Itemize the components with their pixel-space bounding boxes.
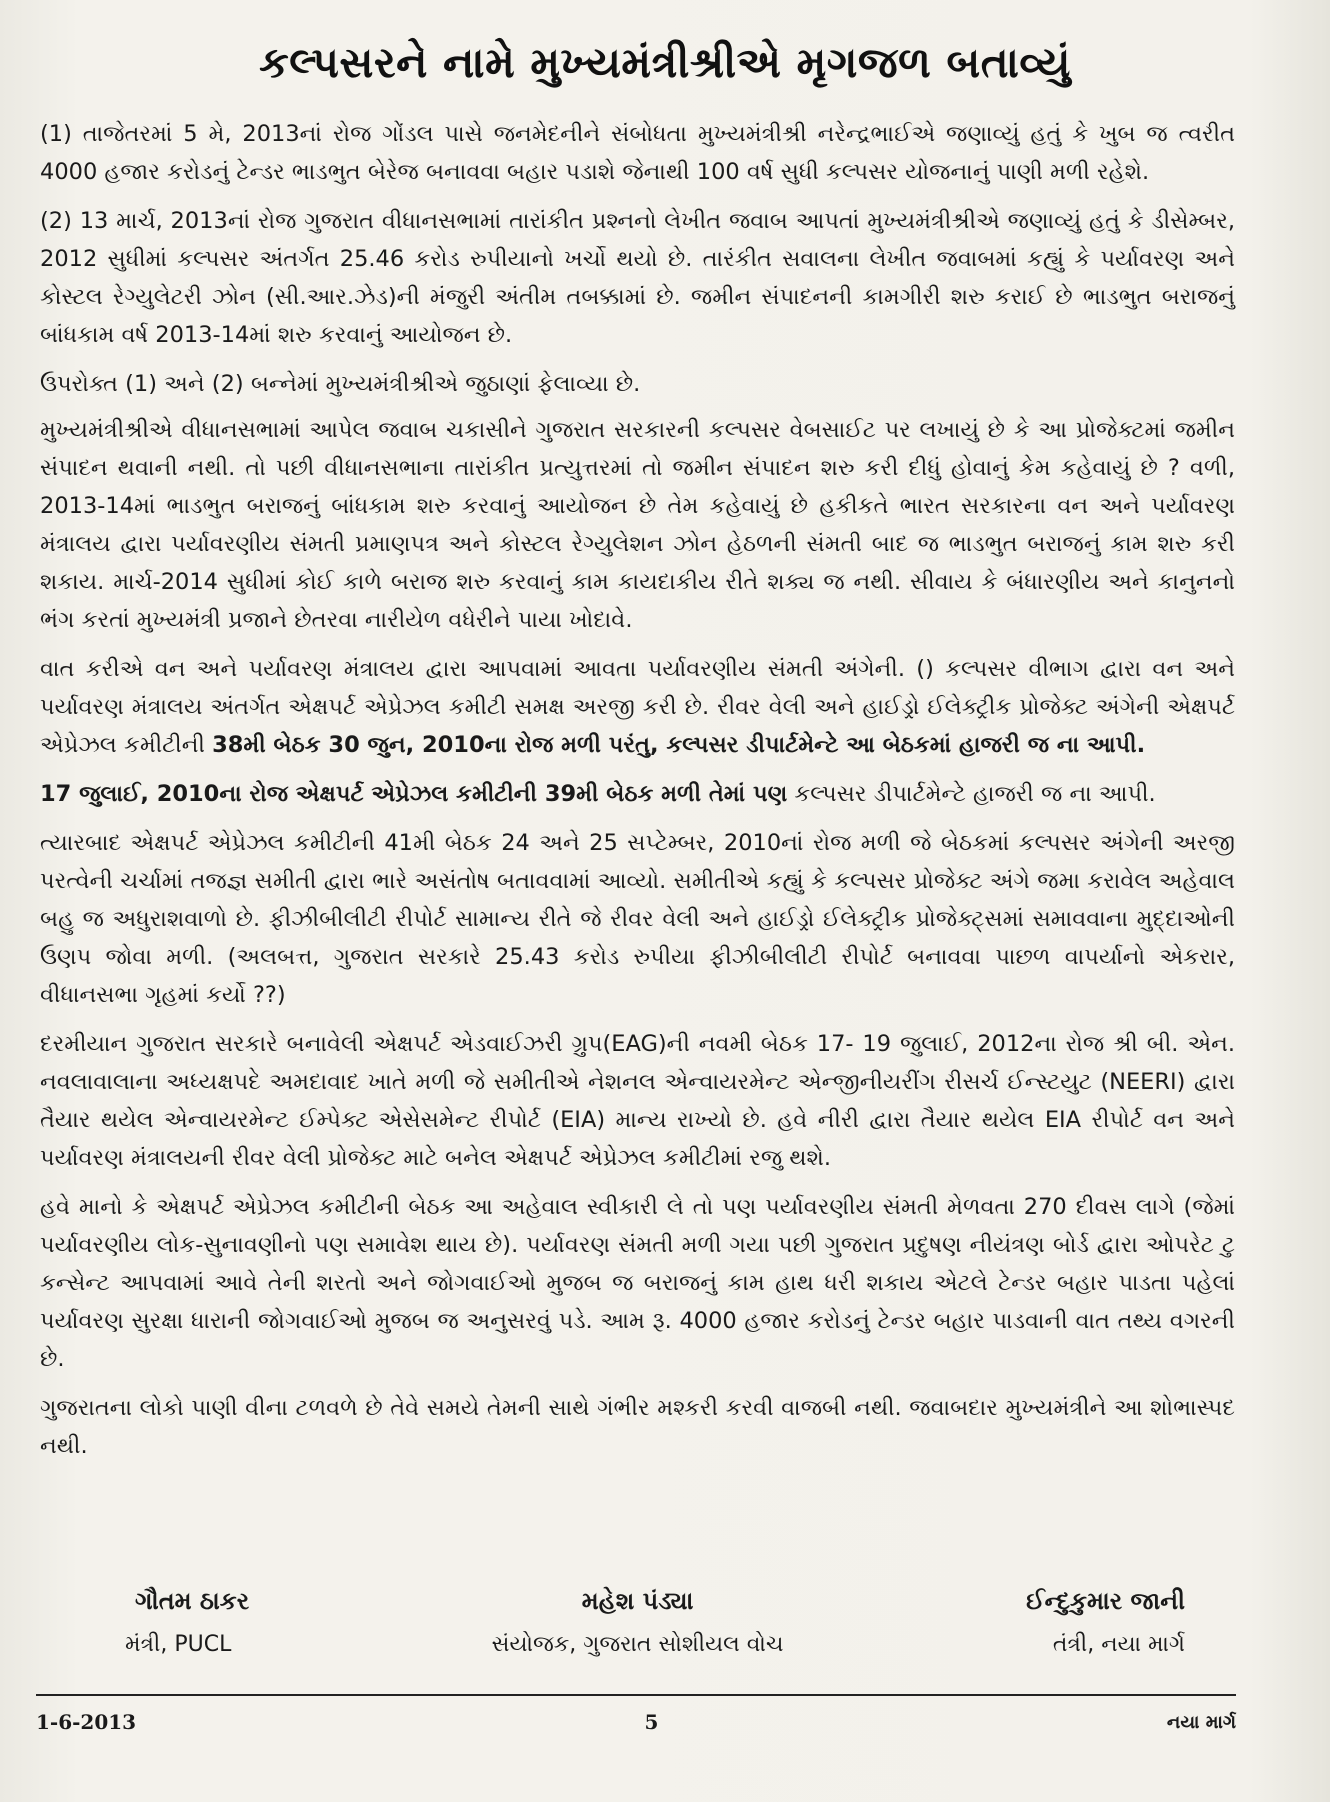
paragraph-8: દરમીયાન ગુજરાત સરકારે બનાવેલી એક્ષપર્ટ એડવાઈઝરી ગ્રુપ(EAG)ની નવમી બેઠક 17- 19 જુલાઈ, 2012ના રોજ શ્રી બી. એન. નવલાવાલાના અધ્યક્ષપદે અમદાવાદ ખાતે મળી જે સમીતીએ નેશનલ એન્વાયરમેન્ટ એન્જીનીયરીંગ રીસર્ચ ઈન્સ્ટયુટ (NEERI) દ્વારા તૈયાર થયેલ એન્વાયરમેન્ટ ઈમ્પેક્ટ એસેસમેન્ટ રીપોર્ટ (EIA) માન્ય રાખ્યો છે. હવે નીરી દ્વારા તૈયાર થયેલ EIA રીપોર્ટ વન અને પર્યાવરણ મંત્રાલયની રીવર વેલી પ્રોજેક્ટ માટે બનેલ એક્ષપર્ટ એપ્રેઝલ કમીટીમાં રજુ થશે.: [40, 1031, 1235, 1171]
signatory-3: [1026, 1582, 1235, 1664]
paragraph-3: ઉપરોક્ત (1) અને (2) બન્નેમાં મુખ્યમંત્રીશ્રીએ જુઠાણાં ફેલાવ્યા છે.: [40, 371, 641, 397]
paragraph-10: ગુજરાતના લોકો પાણી વીના ટળવળે છે તેવે સમયે તેમની સાથે ગંભીર મશ્કરી કરવી વાજબી નથી. જવાબદાર મુખ્યમંત્રીને આ શોભાસ્પદ નથી.: [40, 1395, 1235, 1459]
article-body: [40, 115, 1235, 1476]
signatory-role: સંયોજક, ગુજરાત સોશીયલ વોચ: [491, 1632, 784, 1657]
paragraph-5: [40, 650, 1235, 764]
signatory-name: ગૌતમ ઠાકર: [135, 1587, 250, 1615]
signatory-role: તંત્રી, નયા માર્ગ: [1052, 1632, 1185, 1657]
publication-name: નયા માર્ગ: [1166, 1711, 1236, 1733]
paragraph-5-bold: 38મી બેઠક 30 જુન, 2010ના રોજ મળી પરંતુ, કલ્પસર ડીપાર્ટમેન્ટે આ બેઠકમાં હાજરી જ ના આપી.: [212, 732, 1146, 758]
paragraph-6: [40, 775, 1235, 813]
paragraph-6-text: કલ્પસર ડીપાર્ટમેન્ટે હાજરી જ ના આપી.: [787, 781, 1156, 807]
paragraph-5-text: વાત કરીએ વન અને પર્યાવરણ મંત્રાલય દ્વારા આપવામાં આવતા પર્યાવરણીય સંમતી અંગેની. () કલ્પસર વીભાગ દ્વારા વન અને પર્યાવરણ મંત્રાલય અંતર્ગત એક્ષપર્ટ એપ્રેઝલ કમીટી સમક્ષ અરજી કરી છે. રીવર વેલી અને હાઈડ્રો ઈલેક્ટ્રીક પ્રોજેક્ટ અંગેની એક્ષપર્ટ એપ્રેઝલ કમીટીની: [40, 656, 1235, 758]
article-title: કલ્પસરને નામે મુખ્યમંત્રીશ્રીએ મૃગજળ બતાવ્યું: [259, 38, 1071, 87]
signatory-2: [492, 1582, 784, 1664]
signatory-role: મંત્રી, PUCL: [125, 1632, 232, 1657]
signatory-name: મહેશ પંડ્યા: [581, 1587, 694, 1615]
paragraph-4: મુખ્યમંત્રીશ્રીએ વીધાનસભામાં આપેલ જવાબ ચકાસીને ગુજરાત સરકારની કલ્પસર વેબસાઈટ પર લખાયું છે કે આ પ્રોજેક્ટમાં જમીન સંપાદન થવાની નથી. તો પછી વીધાનસભાના તારાંકીત પ્રત્યુત્તરમાં તો જમીન સંપાદન શરુ કરી દીધું હોવાનું કેમ કહેવાયું છે ? વળી, 2013-14માં ભાડભુત બરાજનું બાંધકામ શરુ કરવાનું આયોજન છે તેમ કહેવાયું છે હકીકતે ભારત સરકારના વન અને પર્યાવરણ મંત્રાલય દ્વારા પર્યાવરણીય સંમતી પ્રમાણપત્ર અને કોસ્ટલ રેગ્યુલેશન ઝોન હેઠળની સંમતી બાદ જ ભાડભુત બરાજનું કામ શરુ કરી શકાય. માર્ચ-2014 સુધીમાં કોઈ કાળે બરાજ શરુ કરવાનું કામ કાયદાકીય રીતે શક્ય જ નથી. સીવાય કે બંધારણીય અને કાનુનનો ભંગ કરતાં મુખ્યમંત્રી પ્રજાને છેતરવા નારીયેળ વધેરીને પાયા ખોદાવે.: [40, 417, 1235, 633]
paragraph-1: (1) તાજેતરમાં 5 મે, 2013નાં રોજ ગોંડલ પાસે જનમેદનીને સંબોધતા મુખ્યમંત્રીશ્રી નરેન્દ્રભાઈએ જણાવ્યું હતું કે ખુબ જ ત્વરીત 4000 હજાર કરોડનું ટેન્ડર ભાડભુત બેરેજ બનાવવા બહાર પડાશે જેનાથી 100 વર્ષ સુધી કલ્પસર યોજનાનું પાણી મળી રહેશે.: [40, 121, 1235, 185]
page-number: 5: [644, 1710, 659, 1734]
paragraph-6-bold: 17 જુલાઈ, 2010ના રોજ એક્ષપર્ટ એપ્રેઝલ કમીટીની 39મી બેઠક મળી તેમાં પણ: [40, 781, 788, 807]
signatures: [40, 1582, 1235, 1664]
footer-date: 1-6-2013: [36, 1710, 137, 1734]
page-footer: [36, 1710, 1236, 1734]
footer-divider: [36, 1694, 1236, 1696]
paragraph-9: હવે માનો કે એક્ષપર્ટ એપ્રેઝલ કમીટીની બેઠક આ અહેવાલ સ્વીકારી લે તો પણ પર્યાવરણીય સંમતી મેળવતા 270 દીવસ લાગે (જેમાં પર્યાવરણીય લોક-સુનાવણીનો પણ સમાવેશ થાય છે). પર્યાવરણ સંમતી મળી ગયા પછી ગુજરાત પ્રદુષણ નીયંત્રણ બોર્ડ દ્વારા ઓપરેટ ટુ કન્સેન્ટ આપવામાં આવે તેની શરતો અને જોગવાઈઓ મુજબ જ બરાજનું કામ હાથ ધરી શકાય એટલે ટેન્ડર બહાર પાડતા પહેલાં પર્યાવરણ સુરક્ષા ધારાની જોગવાઈઓ મુજબ જ અનુસરવું પડે. આમ રૂ. 4000 હજાર કરોડનું ટેન્ડર બહાર પાડવાની વાત તથ્ય વગરની છે.: [40, 1194, 1235, 1372]
signatory-name: ઈન્દુકુમાર જાની: [1026, 1587, 1185, 1615]
signatory-1: [40, 1582, 249, 1664]
paragraph-2: (2) 13 માર્ચ, 2013નાં રોજ ગુજરાત વીધાનસભામાં તારાંકીત પ્રશ્નનો લેખીત જવાબ આપતાં મુખ્યમંત્રીશ્રીએ જણાવ્યું હતું કે ડીસેમ્બર, 2012 સુધીમાં કલ્પસર અંતર્ગત 25.46 કરોડ રુપીયાનો ખર્ચો થયો છે. તારંકીત સવાલના લેખીત જવાબમાં કહ્યું કે પર્યાવરણ અને કોસ્ટલ રેગ્યુલેટરી ઝોન (સી.આર.ઝેડ)ની મંજુરી અંતીમ તબક્કામાં છે. જમીન સંપાદનની કામગીરી શરુ કરાઈ છે ભાડભુત બરાજનું બાંધકામ વર્ષ 2013-14માં શરુ કરવાનું આયોજન છે.: [40, 208, 1235, 348]
paragraph-7: ત્યારબાદ એક્ષપર્ટ એપ્રેઝલ કમીટીની 41મી બેઠક 24 અને 25 સપ્ટેમ્બર, 2010નાં રોજ મળી જે બેઠકમાં કલ્પસર અંગેની અરજી પરત્વેની ચર્ચામાં તજજ્ઞ સમીતી દ્વારા ભારે અસંતોષ બતાવવામાં આવ્યો. સમીતીએ કહ્યું કે કલ્પસર પ્રોજેક્ટ અંગે જમા કરાવેલ અહેવાલ બહુ જ અધુરાશવાળો છે. ફીઝીબીલીટી રીપોર્ટ સામાન્ય રીતે જે રીવર વેલી અને હાઈડ્રો ઈલેક્ટ્રીક પ્રોજેક્ટ્સમાં સમાવવાના મુદ્દાઓની ઉણપ જોવા મળી. (અલબત્ત, ગુજરાત સરકારે 25.43 કરોડ રુપીયા ફીઝીબીલીટી રીપોર્ટ બનાવવા પાછળ વાપર્યાનો એકરાર, વીધાનસભા ગૃહમાં કર્યો ??): [40, 830, 1235, 1008]
